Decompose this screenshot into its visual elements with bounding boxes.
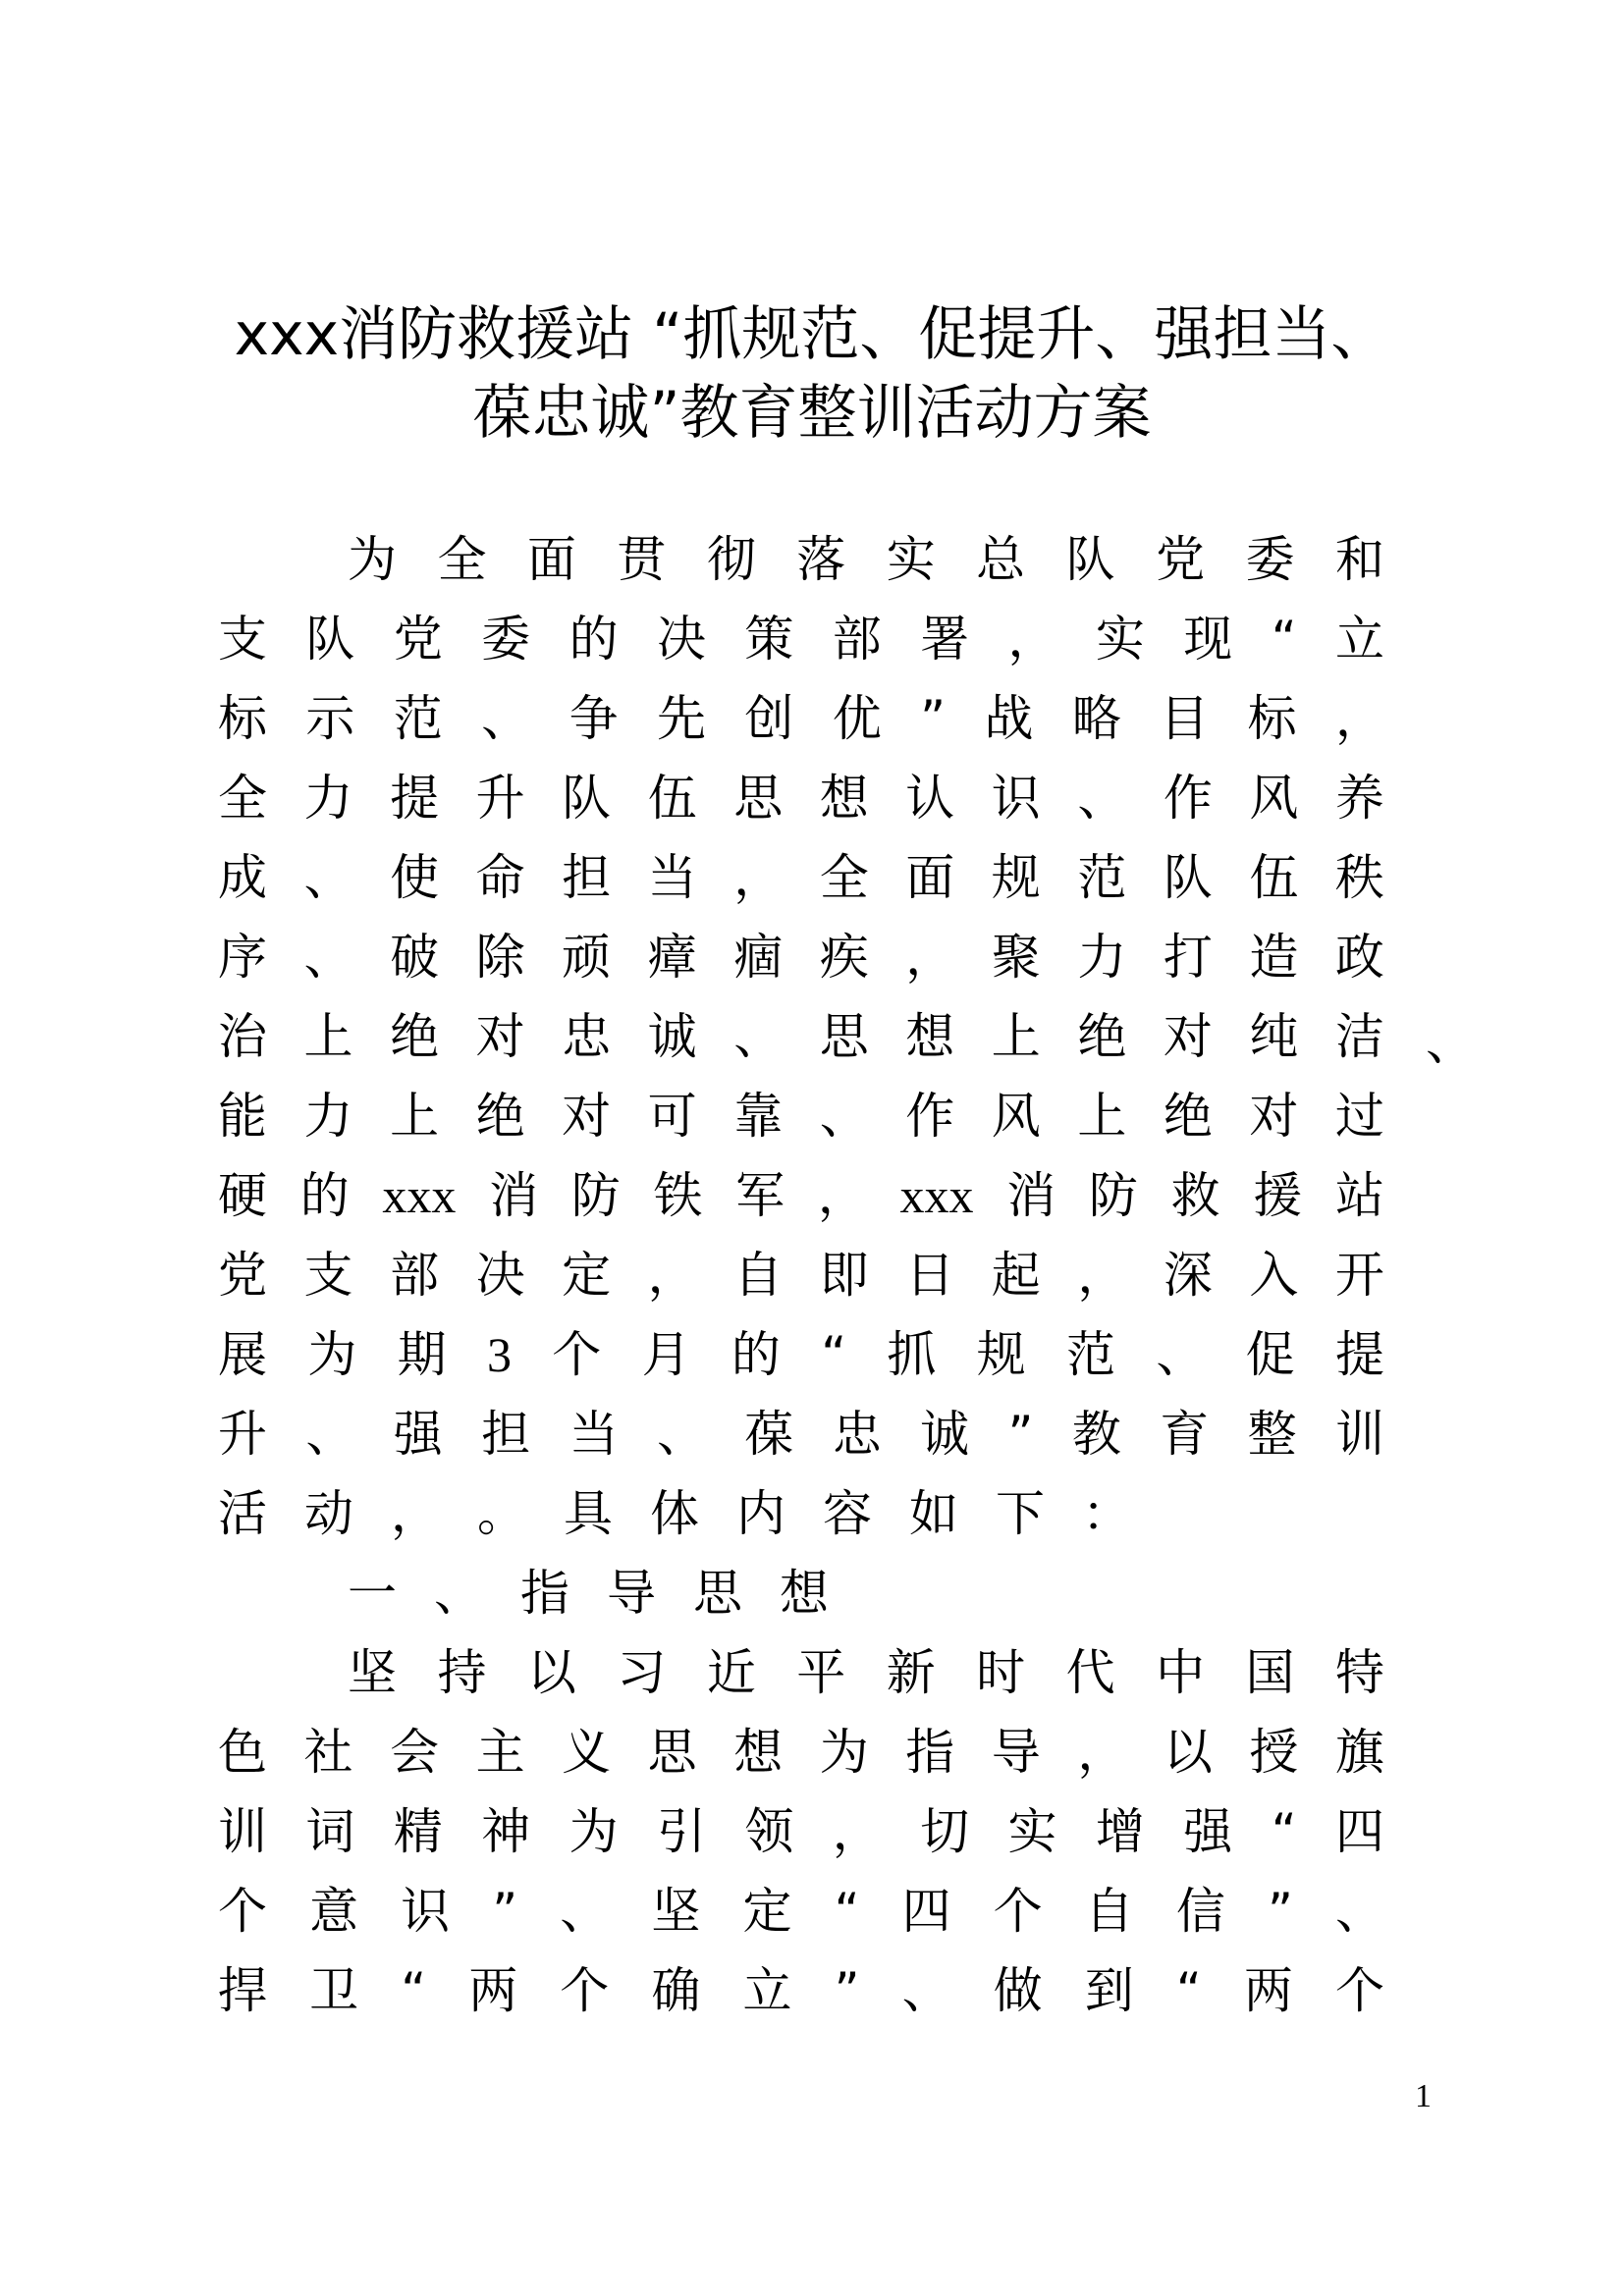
text-glyph: 新 [886, 1644, 936, 1701]
text-glyph: 实 [1007, 1803, 1057, 1860]
text-glyph: 作 [1163, 770, 1213, 827]
text-glyph: 风 [1249, 770, 1299, 827]
text-glyph: 教 [1071, 1406, 1121, 1463]
text-glyph: 时 [976, 1644, 1026, 1701]
text-glyph: 特 [1334, 1644, 1384, 1701]
text-glyph: 纯 [1249, 1008, 1299, 1065]
text-glyph: 思 [733, 770, 784, 827]
text-glyph: 训 [1334, 1406, 1384, 1463]
text-glyph: 上 [991, 1008, 1041, 1065]
text-glyph: 动 [304, 1485, 353, 1542]
text-glyph: 期 [397, 1326, 447, 1383]
text-glyph: 彻 [706, 531, 756, 588]
text-glyph: 训 [218, 1803, 267, 1860]
text-glyph: 优 [832, 690, 882, 747]
text-glyph: 除 [475, 929, 525, 986]
text-glyph: 使 [390, 849, 440, 906]
text-glyph: 全 [819, 849, 869, 906]
text-glyph: 序 [218, 929, 267, 986]
text-glyph: 秩 [1334, 849, 1384, 906]
text-glyph: 忠 [832, 1406, 882, 1463]
text-glyph: 力 [1077, 929, 1127, 986]
paragraph-1-line [218, 848, 1384, 907]
text-glyph: 整 [1247, 1406, 1297, 1463]
text-glyph: 社 [303, 1724, 353, 1781]
text-glyph: 成 [218, 849, 267, 906]
text-glyph: 消 [489, 1167, 539, 1224]
text-glyph: 自 [733, 1247, 784, 1304]
text-glyph: 担 [481, 1406, 531, 1463]
text-glyph: 旗 [1334, 1724, 1384, 1781]
text-glyph: 作 [905, 1088, 955, 1145]
text-glyph: 支 [303, 1247, 353, 1304]
text-glyph: 活 [218, 1485, 267, 1542]
text-glyph: 色 [218, 1724, 267, 1781]
text-glyph: 策 [744, 611, 794, 667]
text-glyph: 升 [218, 1406, 267, 1463]
text-glyph: ” [1007, 1406, 1034, 1463]
text-glyph: 队 [562, 770, 612, 827]
text-glyph: 疾 [819, 929, 869, 986]
text-glyph: 委 [481, 611, 531, 667]
text-glyph: 展 [218, 1326, 267, 1383]
text-glyph: 、 [434, 1565, 483, 1622]
text-glyph: 伍 [647, 770, 697, 827]
text-glyph: 现 [1183, 611, 1233, 667]
text-glyph: “ [1271, 611, 1297, 667]
text-glyph: 命 [475, 849, 525, 906]
text-glyph: 具 [564, 1485, 613, 1542]
document-title-line-2: 葆忠诚”教育整训活动方案 [472, 379, 1152, 448]
text-glyph: 力 [303, 1088, 353, 1145]
text-glyph: 提 [390, 770, 440, 827]
text-glyph: 立 [742, 1962, 792, 2019]
text-glyph: 支 [218, 611, 267, 667]
text-glyph: 消 [1006, 1167, 1056, 1224]
text-glyph: ， [391, 1485, 440, 1542]
text-glyph: 代 [1065, 1644, 1115, 1701]
text-glyph: 领 [744, 1803, 794, 1860]
text-glyph: 站 [1334, 1167, 1384, 1224]
text-glyph: 、 [1077, 770, 1127, 827]
text-glyph: “ [1175, 1962, 1202, 2019]
text-glyph: 以 [526, 1644, 576, 1701]
paragraph-1-line [218, 1405, 1384, 1464]
paragraph-1-line [218, 1087, 1384, 1146]
text-glyph: 部 [390, 1247, 440, 1304]
text-glyph: 总 [976, 531, 1026, 588]
text-glyph: 精 [393, 1803, 443, 1860]
text-glyph: 范 [1066, 1326, 1116, 1383]
text-glyph: 为 [568, 1803, 619, 1860]
text-glyph: 范 [1077, 849, 1127, 906]
text-glyph: 军 [735, 1167, 785, 1224]
text-glyph: 定 [742, 1883, 792, 1940]
text-glyph: 为 [348, 531, 397, 588]
text-glyph: 标 [218, 690, 267, 747]
text-glyph: 防 [1088, 1167, 1138, 1224]
text-glyph: 葆 [744, 1406, 794, 1463]
text-glyph: 决 [656, 611, 706, 667]
text-glyph: ” [1267, 1883, 1293, 1940]
text-glyph: 确 [651, 1962, 701, 2019]
text-glyph: 当 [647, 849, 697, 906]
text-glyph: 担 [562, 849, 612, 906]
text-glyph: 强 [1183, 1803, 1233, 1860]
text-glyph: 、 [560, 1883, 610, 1940]
text-glyph: 规 [991, 849, 1041, 906]
text-glyph: 标 [1247, 690, 1297, 747]
text-glyph: 、 [481, 690, 531, 747]
text-glyph: 国 [1245, 1644, 1295, 1701]
text-glyph: 想 [905, 1008, 955, 1065]
text-glyph: 、 [303, 929, 353, 986]
text-glyph: 风 [991, 1088, 1041, 1145]
text-glyph: 洁 [1334, 1008, 1384, 1065]
text-glyph: 导 [991, 1724, 1041, 1781]
text-glyph: 到 [1084, 1962, 1134, 2019]
text-glyph: 党 [218, 1247, 267, 1304]
text-glyph: ， [1077, 1247, 1127, 1304]
text-glyph: 一 [348, 1565, 397, 1622]
text-glyph: 为 [819, 1724, 869, 1781]
text-glyph: 会 [390, 1724, 440, 1781]
text-glyph: 四 [1334, 1803, 1384, 1860]
text-glyph: 全 [437, 531, 487, 588]
text-glyph: 立 [1334, 611, 1384, 667]
text-glyph: 目 [1160, 690, 1210, 747]
paragraph-1-line [218, 1325, 1384, 1384]
text-glyph: 两 [1243, 1962, 1293, 2019]
text-glyph: 上 [303, 1008, 353, 1065]
text-glyph: ， [1007, 611, 1057, 667]
text-glyph: 过 [1334, 1088, 1384, 1145]
text-glyph: 如 [909, 1485, 958, 1542]
text-glyph: 的 [731, 1326, 781, 1383]
text-glyph: 个 [218, 1883, 267, 1940]
line-overflow-punctuation: 、 [1426, 1014, 1475, 1071]
text-glyph: 、 [1156, 1326, 1206, 1383]
text-glyph: 实 [1095, 611, 1145, 667]
text-glyph: 升 [475, 770, 525, 827]
paragraph-2-line [348, 1643, 1384, 1702]
text-glyph: 内 [736, 1485, 785, 1542]
text-glyph: 开 [1334, 1247, 1384, 1304]
text-glyph: 忠 [562, 1008, 612, 1065]
text-glyph: 示 [305, 690, 355, 747]
text-glyph: 能 [218, 1088, 267, 1145]
text-glyph: 、 [656, 1406, 706, 1463]
document-title-line-1: xxx消防救援站 “抓规范、促提升、强担当、 [234, 300, 1390, 369]
text-glyph: 援 [1253, 1167, 1303, 1224]
text-glyph: 主 [475, 1724, 525, 1781]
text-glyph: 决 [475, 1247, 525, 1304]
text-glyph: ， [817, 1167, 867, 1224]
text-glyph: 以 [1163, 1724, 1213, 1781]
text-glyph: 对 [562, 1088, 612, 1145]
text-glyph: 党 [393, 611, 443, 667]
text-glyph: 想 [819, 770, 869, 827]
text-glyph: 政 [1334, 929, 1384, 986]
text-glyph: 绝 [1163, 1088, 1213, 1145]
text-glyph: 战 [984, 690, 1034, 747]
text-glyph: 强 [393, 1406, 443, 1463]
text-glyph: 意 [309, 1883, 359, 1940]
text-glyph: 部 [832, 611, 882, 667]
text-glyph: 入 [1249, 1247, 1299, 1304]
text-glyph: 即 [819, 1247, 869, 1304]
text-glyph: 、 [303, 849, 353, 906]
text-glyph: 下 [996, 1485, 1045, 1542]
text-glyph: 抓 [887, 1326, 937, 1383]
paragraph-2-line [218, 1882, 1384, 1941]
paragraph-1-line [218, 689, 1384, 748]
text-glyph: 日 [905, 1247, 955, 1304]
text-glyph: 上 [390, 1088, 440, 1145]
text-glyph: 认 [905, 770, 955, 827]
text-glyph: 个 [552, 1326, 602, 1383]
text-glyph: 切 [920, 1803, 970, 1860]
text-glyph: 绝 [1077, 1008, 1127, 1065]
text-glyph: 持 [437, 1644, 487, 1701]
text-glyph: ” [834, 1962, 860, 2019]
text-glyph: 略 [1071, 690, 1121, 747]
paragraph-1-line [218, 1007, 1384, 1066]
text-glyph: 防 [570, 1167, 621, 1224]
text-glyph: 绝 [475, 1088, 525, 1145]
paragraph-2-line [218, 1723, 1384, 1782]
text-glyph: 深 [1163, 1247, 1213, 1304]
text-glyph: “ [821, 1326, 847, 1383]
text-glyph: 的 [568, 611, 619, 667]
text-glyph: ， [905, 929, 955, 986]
text-glyph: 自 [1084, 1883, 1134, 1940]
paragraph-1-line [218, 769, 1384, 828]
text-glyph: 月 [641, 1326, 691, 1383]
paragraph-2-line [218, 1961, 1384, 2020]
text-glyph: 个 [560, 1962, 610, 2019]
text-glyph: 上 [1077, 1088, 1127, 1145]
text-glyph: 和 [1334, 531, 1384, 588]
text-glyph: 党 [1156, 531, 1206, 588]
text-glyph: 卫 [309, 1962, 359, 2019]
text-glyph: 提 [1334, 1326, 1384, 1383]
text-glyph: 诚 [647, 1008, 697, 1065]
text-glyph: 伍 [1249, 849, 1299, 906]
paragraph-2-line [218, 1802, 1384, 1861]
text-glyph: 范 [393, 690, 443, 747]
text-glyph: 先 [656, 690, 706, 747]
text-glyph: 个 [993, 1883, 1043, 1940]
paragraph-1-line [218, 1484, 1384, 1543]
text-glyph: 近 [706, 1644, 756, 1701]
text-glyph: 中 [1156, 1644, 1206, 1701]
text-glyph: 养 [1334, 770, 1384, 827]
text-glyph: 为 [307, 1326, 357, 1383]
text-glyph: 绝 [390, 1008, 440, 1065]
text-glyph: 育 [1160, 1406, 1210, 1463]
text-glyph: 、 [1334, 1883, 1384, 1940]
text-glyph: 体 [650, 1485, 699, 1542]
text-glyph: 平 [796, 1644, 846, 1701]
text-glyph: 当 [568, 1406, 619, 1463]
text-glyph: 想 [780, 1565, 829, 1622]
text-glyph: 。 [477, 1485, 526, 1542]
text-glyph: 、 [819, 1088, 869, 1145]
text-glyph: ” [920, 690, 947, 747]
text-glyph: 授 [1249, 1724, 1299, 1781]
text-glyph: 促 [1245, 1326, 1295, 1383]
text-glyph: 增 [1095, 1803, 1145, 1860]
text-glyph: 指 [905, 1724, 955, 1781]
text-glyph: 诚 [920, 1406, 970, 1463]
paragraph-1-line [218, 1166, 1384, 1225]
text-glyph: 义 [562, 1724, 612, 1781]
text-glyph: 破 [390, 929, 440, 986]
text-glyph: 两 [468, 1962, 518, 2019]
text-glyph: 、 [733, 1008, 784, 1065]
paragraph-1-line [218, 928, 1384, 987]
text-glyph: 落 [796, 531, 846, 588]
text-glyph: 全 [218, 770, 267, 827]
text-glyph: 习 [617, 1644, 667, 1701]
text-glyph: 做 [993, 1962, 1043, 2019]
text-glyph: xxx [382, 1168, 457, 1223]
text-glyph: 创 [744, 690, 794, 747]
text-glyph: 聚 [991, 929, 1041, 986]
text-glyph: 对 [1249, 1088, 1299, 1145]
text-glyph: 指 [520, 1565, 569, 1622]
text-glyph: 词 [305, 1803, 355, 1860]
text-glyph: 个 [1334, 1962, 1384, 2019]
text-glyph: 治 [218, 1008, 267, 1065]
text-glyph: 实 [886, 531, 936, 588]
text-glyph: 救 [1170, 1167, 1220, 1224]
text-glyph: 队 [1065, 531, 1115, 588]
text-glyph: ， [647, 1247, 697, 1304]
text-glyph: 识 [401, 1883, 451, 1940]
text-glyph: 的 [299, 1167, 350, 1224]
text-glyph: 署 [920, 611, 970, 667]
text-glyph: 铁 [653, 1167, 703, 1224]
text-glyph: 坚 [348, 1644, 397, 1701]
text-glyph: 争 [568, 690, 619, 747]
paragraph-1-line [348, 530, 1384, 589]
text-glyph: 3 [486, 1327, 512, 1382]
section-heading [348, 1564, 1384, 1623]
page-number: 1 [1415, 2078, 1432, 2114]
text-glyph: 靠 [733, 1088, 784, 1145]
text-glyph: ” [492, 1883, 518, 1940]
text-glyph: 委 [1245, 531, 1295, 588]
text-glyph: 、 [305, 1406, 355, 1463]
text-glyph: 坚 [651, 1883, 701, 1940]
text-glyph: 面 [905, 849, 955, 906]
text-glyph: 捍 [218, 1962, 267, 2019]
text-glyph: 思 [647, 1724, 697, 1781]
text-glyph: 导 [607, 1565, 656, 1622]
text-glyph: 对 [1163, 1008, 1213, 1065]
text-glyph: 想 [733, 1724, 784, 1781]
text-glyph: 、 [901, 1962, 951, 2019]
text-glyph: 造 [1249, 929, 1299, 986]
text-glyph: 面 [526, 531, 576, 588]
text-glyph: ： [1082, 1485, 1131, 1542]
text-glyph: 队 [305, 611, 355, 667]
text-glyph: 神 [481, 1803, 531, 1860]
text-glyph: 可 [647, 1088, 697, 1145]
text-glyph: “ [401, 1962, 427, 2019]
text-glyph: 对 [475, 1008, 525, 1065]
paragraph-1-line [218, 1246, 1384, 1305]
text-glyph: 思 [819, 1008, 869, 1065]
text-glyph: ， [832, 1803, 882, 1860]
text-glyph: 信 [1175, 1883, 1225, 1940]
text-glyph: 硬 [218, 1167, 267, 1224]
text-glyph: 容 [823, 1485, 872, 1542]
text-glyph: 打 [1163, 929, 1213, 986]
text-glyph: “ [834, 1883, 860, 1940]
text-glyph: ， [1334, 690, 1384, 747]
text-glyph: ， [1077, 1724, 1127, 1781]
text-glyph: 规 [976, 1326, 1026, 1383]
text-glyph: 思 [693, 1565, 742, 1622]
text-glyph: 痼 [733, 929, 784, 986]
text-glyph: “ [1271, 1803, 1297, 1860]
text-glyph: 力 [303, 770, 353, 827]
text-glyph: xxx [899, 1168, 974, 1223]
text-glyph: 顽 [562, 929, 612, 986]
text-glyph: 起 [991, 1247, 1041, 1304]
text-glyph: 识 [991, 770, 1041, 827]
text-glyph: 贯 [617, 531, 667, 588]
text-glyph: 四 [901, 1883, 951, 1940]
text-glyph: 引 [656, 1803, 706, 1860]
text-glyph: 队 [1163, 849, 1213, 906]
text-glyph: 定 [562, 1247, 612, 1304]
text-glyph: 瘴 [647, 929, 697, 986]
paragraph-1-line [218, 610, 1384, 668]
text-glyph: ， [733, 849, 784, 906]
